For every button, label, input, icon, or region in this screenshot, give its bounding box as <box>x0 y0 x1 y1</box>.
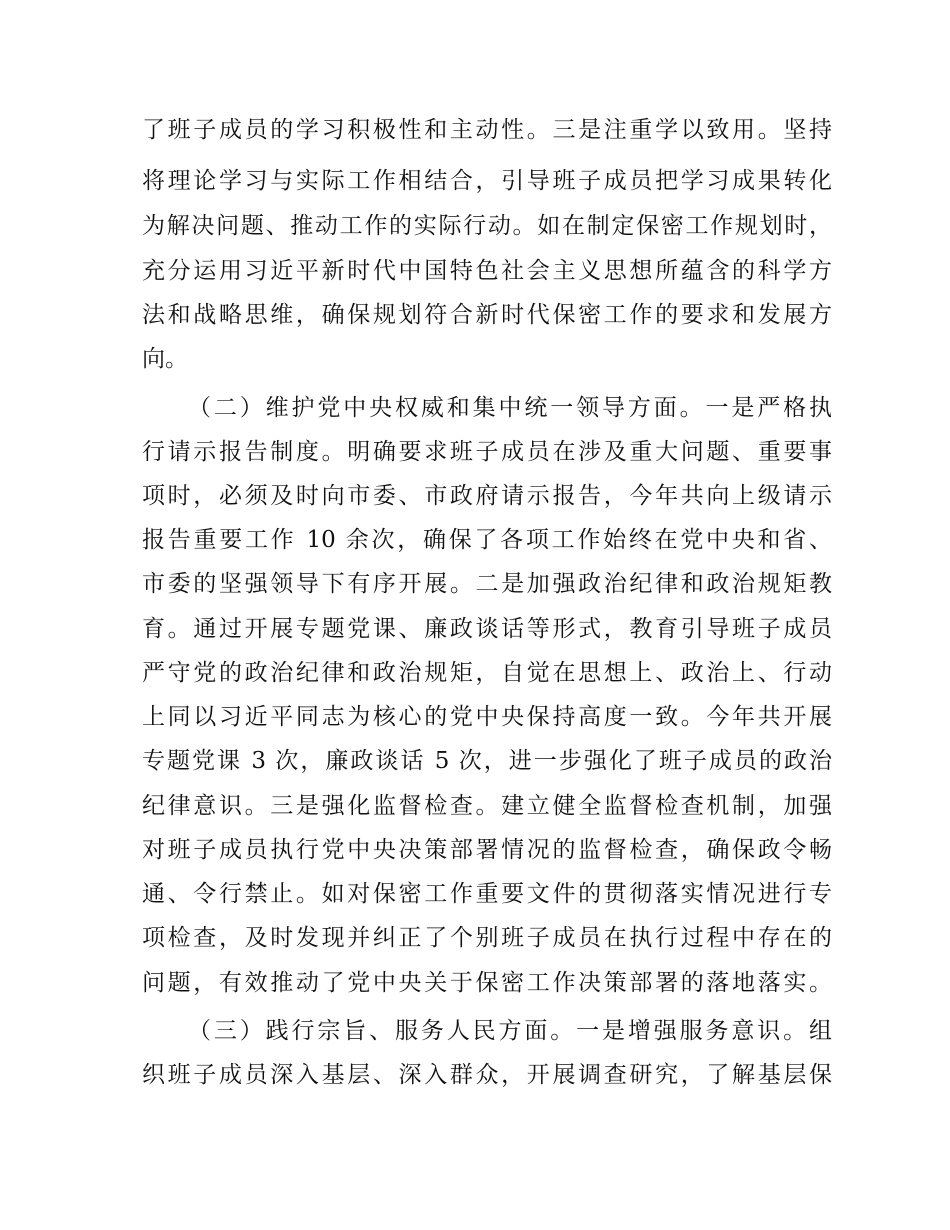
section-2-line-13: 项检查，及时发现并纠正了个别班子成员在执行过程中存在的 <box>142 925 832 951</box>
paragraph-1-line-5: 法和战略思维，确保规划符合新时代保密工作的要求和发展方 <box>142 302 832 328</box>
section-2-line-3: 项时，必须及时向市委、市政府请示报告，今年共向上级请示 <box>142 483 832 509</box>
section-2-line-7: 严守党的政治纪律和政治规矩，自觉在思想上、政治上、行动 <box>142 660 832 686</box>
section-2-line-10: 纪律意识。三是强化监督检查。建立健全监督检查机制，加强 <box>142 793 832 819</box>
section-2-heading-line: （二）维护党中央权威和集中统一领导方面。一是严格执 <box>188 395 832 421</box>
paragraph-1-line-3: 为解决问题、推动工作的实际行动。如在制定保密工作规划时， <box>142 213 832 239</box>
section-2-line-4: 报告重要工作 10 余次，确保了各项工作始终在党中央和省、 <box>142 527 832 553</box>
section-3-heading-line: （三）践行宗旨、服务人民方面。一是增强服务意识。组 <box>188 1018 832 1044</box>
paragraph-1-line-2: 将理论学习与实际工作相结合，引导班子成员把学习成果转化 <box>142 168 832 194</box>
section-3-line-2: 织班子成员深入基层、深入群众，开展调查研究，了解基层保 <box>142 1062 832 1088</box>
section-2-line-11: 对班子成员执行党中央决策部署情况的监督检查，确保政令畅 <box>142 837 832 863</box>
section-2-line-8: 上同以习近平同志为核心的党中央保持高度一致。今年共开展 <box>142 704 832 730</box>
paragraph-1-line-6: 向。 <box>142 346 188 372</box>
section-2-line-14: 问题，有效推动了党中央关于保密工作决策部署的落地落实。 <box>142 970 832 996</box>
section-2-line-5: 市委的坚强领导下有序开展。二是加强政治纪律和政治规矩教 <box>142 571 832 597</box>
section-2-line-2: 行请示报告制度。明确要求班子成员在涉及重大问题、重要事 <box>142 439 832 465</box>
paragraph-1-line-4: 充分运用习近平新时代中国特色社会主义思想所蕴含的科学方 <box>142 258 832 284</box>
paragraph-1-line-1: 了班子成员的学习积极性和主动性。三是注重学以致用。坚持 <box>142 117 832 143</box>
section-2-line-9: 专题党课 3 次，廉政谈话 5 次，进一步强化了班子成员的政治 <box>142 748 832 774</box>
section-2-line-6: 育。通过开展专题党课、廉政谈话等形式，教育引导班子成员 <box>142 616 832 642</box>
section-2-line-12: 通、令行禁止。如对保密工作重要文件的贯彻落实情况进行专 <box>142 881 832 907</box>
